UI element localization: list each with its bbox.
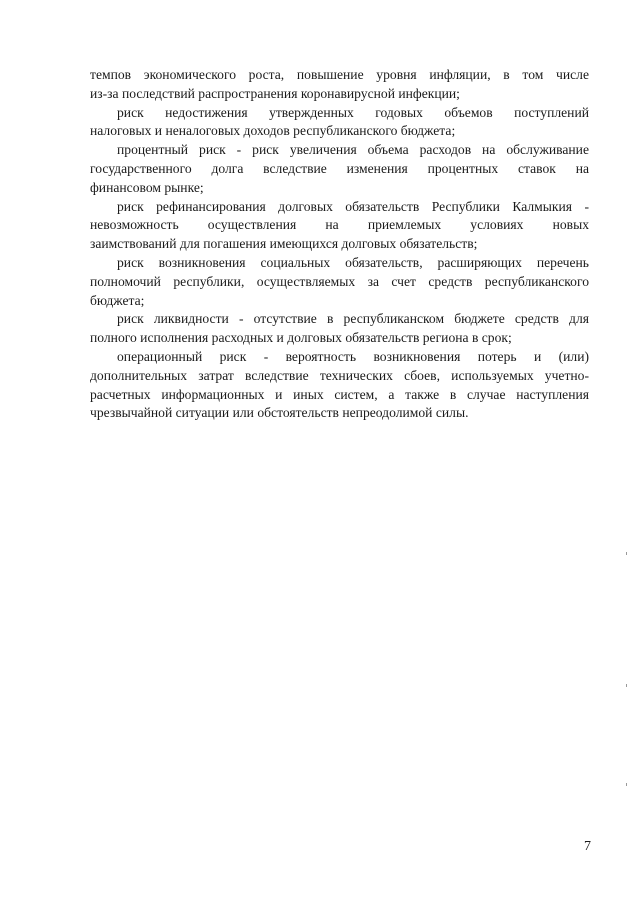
text-line: бюджета; [90,292,145,308]
text-line: невозможность осуществления на приемлемых условиях новых [90,217,589,233]
text-line: налоговых и неналоговых доходов республиканского бюджета; [90,123,456,139]
text-line: процентный риск - риск увеличения объема расходов на обслуживание [117,142,589,158]
text-line: расчетных информационных и иных систем, а также в случае наступления [90,386,589,402]
text-line: риск недостижения утвержденных годовых объемов поступлений [117,104,589,120]
text-line: темпов экономического роста, повышение уровня инфляции, в том числе [90,67,589,82]
text-line: риск рефинансирования долговых обязательств Республики Калмыкия - [117,198,589,214]
text-line: заимствований для погашения имеющихся долговых обязательств; [90,236,478,252]
text-line: государственного долга вследствие изменения процентных ставок на [90,160,589,176]
text-line: риск ликвидности - отсутствие в республиканском бюджете средств для [117,311,589,327]
text-line: риск возникновения социальных обязательств, расширяющих перечень [117,254,589,270]
text-line: из-за последствий распространения коронавирусной инфекции; [90,85,460,101]
scan-speck [626,783,627,786]
text-line: чрезвычайной ситуации или обстоятельств непреодолимой силы. [90,405,469,421]
body-text [90,66,589,423]
page-number: 7 [584,839,591,854]
text-line: дополнительных затрат вследствие технических сбоев, используемых учетно- [90,367,589,383]
scan-speck [626,552,627,555]
text-line: полного исполнения расходных и долговых обязательств региона в срок; [90,330,512,346]
text-line: полномочий республики, осуществляемых за счет средств республиканского [90,273,589,289]
scan-speck [626,684,627,687]
text-line: финансовом рынке; [90,179,204,195]
text-line: операционный риск - вероятность возникновения потерь и (или) [117,348,589,364]
